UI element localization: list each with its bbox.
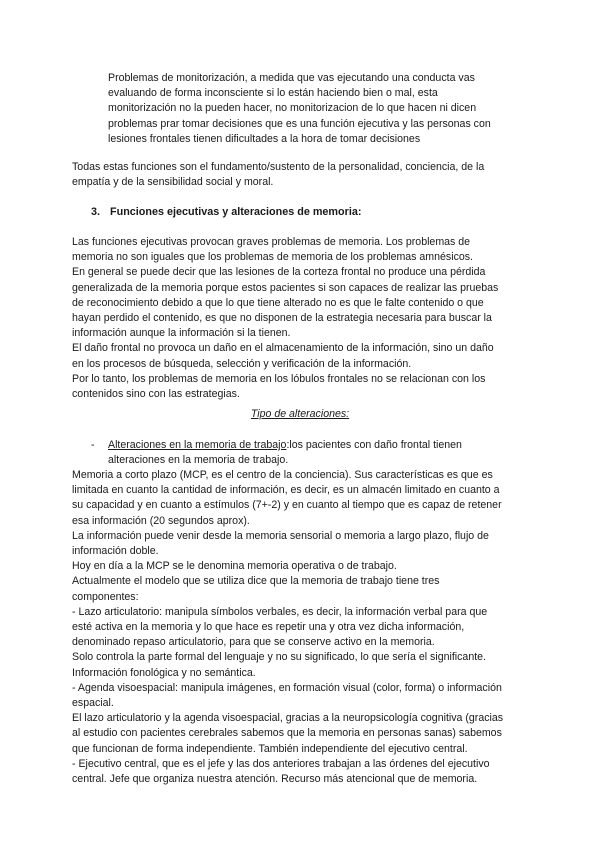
text-line: en los procesos de búsqueda, selección y verificación de la información.	[72, 357, 412, 370]
paragraph-working-memory	[72, 468, 534, 787]
section-heading	[91, 205, 361, 220]
text-line: lesiones frontales tienen dificultades a la hora de tomar decisiones	[108, 132, 421, 145]
subtitle-alteration-types: Tipo de alteraciones:	[250, 408, 350, 420]
text-line: Memoria a corto plazo (MCP, es el centro de la conciencia). Sus características es que es	[72, 469, 493, 481]
text-line: - Agenda visoespacial: manipula imágenes, en formación visual (color, forma) o información	[72, 681, 502, 694]
text-line: - Ejecutivo central, que es el jefe y las dos anteriores trabajan a las órdenes del ejecutivo	[72, 757, 490, 770]
text-line: información aunque la información si la tienen.	[72, 327, 291, 340]
text-line: memoria no son iguales que los problemas de memoria de los problemas amnésicos.	[72, 251, 473, 264]
text-line: esa información (20 segundos aprox).	[72, 514, 250, 527]
text-line: generalizada de la memoria porque estos pacientes si son capaces de realizar las pruebas	[72, 281, 499, 294]
paragraph-executive-functions	[72, 235, 534, 402]
text-line: La información puede venir desde la memoria sensorial o memoria a largo plazo, flujo de	[72, 529, 489, 542]
text-line: - Lazo articulatorio: manipula símbolos verbales, es decir, la información verbal para que	[72, 605, 488, 618]
heading-number: 3.	[91, 206, 101, 218]
text-line: Solo controla la parte formal del lenguaje y no su significado, lo que sería el significante.	[72, 651, 486, 664]
text-line: evaluando de forma inconsciente si lo están haciendo bien o mal, esta	[108, 87, 438, 100]
bullet-text-rest: :los pacientes con daño frontal tienen	[286, 439, 462, 451]
text-line: que funcionan de forma independiente. También independiente del ejecutivo central.	[72, 742, 468, 755]
text-line: central. Jefe que organiza nuestra atención. Recurso más atencional que de memoria.	[72, 773, 478, 786]
text-line: su capacidad y en cuanto a estímulos (7+-2) y en cuanto al tiempo que es capaz de retener	[72, 499, 502, 512]
indented-paragraph	[108, 71, 528, 147]
text-line: Hoy en día a la MCP se le denomina memoria operativa o de trabajo.	[72, 560, 397, 573]
bullet-underlined-term: Alteraciones en la memoria de trabajo	[108, 439, 287, 451]
text-line: El daño frontal no provoca un daño en el almacenamiento de la información, sino un daño	[72, 342, 494, 355]
text-line: Por lo tanto, los problemas de memoria en los lóbulos frontales no se relacionan con los	[72, 372, 486, 385]
text-line: esté activa en la memoria y lo que hace es repetir una y otra vez dicha información,	[72, 621, 465, 634]
text-line: Todas estas funciones son el fundamento/sustento de la personalidad, conciencia, de la	[72, 161, 485, 173]
text-line: En general se puede decir que las lesiones de la corteza frontal no produce una pérdida	[72, 266, 486, 279]
paragraph-personality	[72, 160, 532, 190]
text-line: empatía y de la sensibilidad social y moral.	[72, 176, 274, 189]
text-line: denominado repaso articulatorio, para que se conserve activo en la memoria.	[72, 636, 435, 649]
text-line: problemas prar tomar decisiones que es una función ejecutiva y las personas con	[108, 117, 491, 130]
text-line: contenidos sino con las estrategias.	[72, 388, 240, 401]
text-line: componentes:	[72, 590, 139, 603]
text-line: al estudio con pacientes cerebrales sabemos que la memoria en personas sanas) sabemos	[72, 727, 502, 740]
bullet-item	[91, 438, 521, 468]
text-line: información doble.	[72, 545, 159, 558]
bullet-text	[108, 438, 521, 468]
text-line: limitada en cuanto la cantidad de información, es decir, es un almacén limitado en cuanto a	[72, 484, 500, 497]
text-line: Actualmente el modelo que se utiliza dice que la memoria de trabajo tiene tres	[72, 575, 440, 588]
text-line: espacial.	[72, 697, 114, 710]
text-line: El lazo articulatorio y la agenda visoespacial, gracias a la neuropsicología cognitiva (gracias	[72, 712, 504, 725]
text-line: Las funciones ejecutivas provocan graves problemas de memoria. Los problemas de	[72, 236, 471, 248]
text-line: Problemas de monitorización, a medida que vas ejecutando una conducta vas	[108, 72, 475, 84]
heading-text: Funciones ejecutivas y alteraciones de memoria:	[110, 206, 362, 218]
text-line: monitorización no la pueden hacer, no monitorizacion de lo que hacen ni dicen	[108, 102, 477, 115]
text-line: de reconocimiento debido a que lo que tiene alterado no es que le falte contenido o que	[72, 296, 484, 309]
bullet-text-line-2: alteraciones en la memoria de trabajo.	[108, 454, 289, 467]
text-line: hayan perdido el contenido, es que no disponen de la estrategia necesaria para buscar la	[72, 312, 492, 325]
text-line: Información fonológica y no semántica.	[72, 666, 256, 679]
bullet-dash: -	[91, 439, 95, 451]
